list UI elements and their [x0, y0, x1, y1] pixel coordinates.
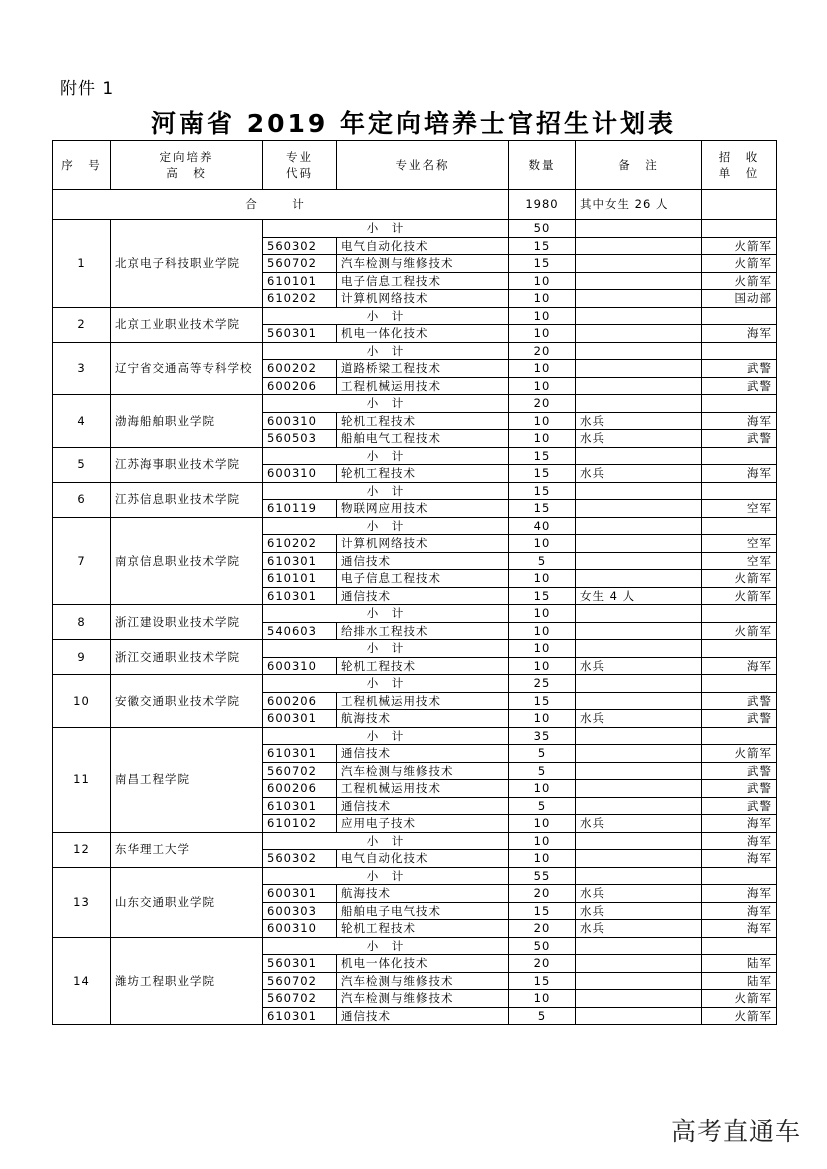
major-name: 通信技术 [337, 797, 509, 815]
subtotal-note [576, 220, 702, 238]
major-note [576, 360, 702, 378]
recruiting-unit: 武警 [702, 710, 777, 728]
subtotal-label: 小 计 [263, 937, 509, 955]
school-index: 12 [53, 832, 111, 867]
recruiting-unit: 空军 [702, 552, 777, 570]
major-note: 水兵 [576, 657, 702, 675]
major-quantity: 5 [509, 552, 576, 570]
major-code: 600206 [263, 692, 337, 710]
major-quantity: 15 [509, 902, 576, 920]
recruiting-unit: 武警 [702, 377, 777, 395]
major-quantity: 5 [509, 762, 576, 780]
major-name: 计算机网络技术 [337, 535, 509, 553]
subtotal-note [576, 832, 702, 850]
subtotal-unit [702, 675, 777, 693]
major-code: 600310 [263, 920, 337, 938]
school-name: 江苏信息职业技术学院 [111, 482, 263, 517]
subtotal-note [576, 482, 702, 500]
subtotal-unit [702, 867, 777, 885]
subtotal-label: 小 计 [263, 640, 509, 658]
major-name: 通信技术 [337, 745, 509, 763]
recruiting-unit: 海军 [702, 850, 777, 868]
major-code: 600310 [263, 657, 337, 675]
subtotal-quantity: 15 [509, 447, 576, 465]
header-note: 备 注 [576, 141, 702, 190]
major-quantity: 20 [509, 920, 576, 938]
total-note: 其中女生 26 人 [576, 190, 702, 220]
recruiting-unit: 火箭军 [702, 745, 777, 763]
major-code: 600202 [263, 360, 337, 378]
subtotal-note [576, 342, 702, 360]
major-note [576, 745, 702, 763]
subtotal-quantity: 55 [509, 867, 576, 885]
major-name: 船舶电子电气技术 [337, 902, 509, 920]
major-quantity: 10 [509, 360, 576, 378]
major-name: 物联网应用技术 [337, 500, 509, 518]
major-note [576, 850, 702, 868]
recruiting-unit: 武警 [702, 430, 777, 448]
major-note [576, 692, 702, 710]
recruiting-unit: 陆军 [702, 972, 777, 990]
major-name: 计算机网络技术 [337, 290, 509, 308]
subtotal-note [576, 517, 702, 535]
school-name: 北京工业职业技术学院 [111, 307, 263, 342]
recruiting-unit: 火箭军 [702, 587, 777, 605]
major-code: 610301 [263, 745, 337, 763]
school-index: 13 [53, 867, 111, 937]
header-seq: 序 号 [53, 141, 111, 190]
school-index: 5 [53, 447, 111, 482]
school-index: 10 [53, 675, 111, 728]
subtotal-note [576, 605, 702, 623]
major-quantity: 20 [509, 955, 576, 973]
school-subtotal-row [53, 220, 777, 238]
school-subtotal-row [53, 517, 777, 535]
subtotal-note [576, 640, 702, 658]
major-name: 轮机工程技术 [337, 465, 509, 483]
major-note [576, 797, 702, 815]
major-name: 道路桥梁工程技术 [337, 360, 509, 378]
recruiting-unit: 火箭军 [702, 237, 777, 255]
recruiting-unit: 陆军 [702, 955, 777, 973]
major-name: 电气自动化技术 [337, 850, 509, 868]
school-index: 1 [53, 220, 111, 308]
subtotal-unit [702, 220, 777, 238]
major-code: 600301 [263, 710, 337, 728]
school-subtotal-row [53, 447, 777, 465]
major-note: 水兵 [576, 885, 702, 903]
subtotal-unit [702, 640, 777, 658]
recruiting-unit: 火箭军 [702, 272, 777, 290]
subtotal-note [576, 867, 702, 885]
major-name: 电子信息工程技术 [337, 272, 509, 290]
school-subtotal-row [53, 605, 777, 623]
major-quantity: 15 [509, 587, 576, 605]
school-subtotal-row [53, 307, 777, 325]
major-code: 560301 [263, 955, 337, 973]
major-name: 工程机械运用技术 [337, 692, 509, 710]
major-note [576, 1007, 702, 1025]
subtotal-label: 小 计 [263, 395, 509, 413]
subtotal-quantity: 20 [509, 395, 576, 413]
subtotal-quantity: 10 [509, 640, 576, 658]
recruiting-unit: 海军 [702, 412, 777, 430]
major-note [576, 780, 702, 798]
major-name: 汽车检测与维修技术 [337, 255, 509, 273]
subtotal-unit [702, 395, 777, 413]
recruiting-unit: 海军 [702, 885, 777, 903]
major-code: 610301 [263, 797, 337, 815]
major-code: 610101 [263, 570, 337, 588]
major-code: 610119 [263, 500, 337, 518]
major-code: 610202 [263, 290, 337, 308]
recruiting-unit: 火箭军 [702, 622, 777, 640]
major-name: 机电一体化技术 [337, 955, 509, 973]
school-index: 7 [53, 517, 111, 605]
subtotal-label: 小 计 [263, 675, 509, 693]
major-note [576, 622, 702, 640]
major-note [576, 325, 702, 343]
major-name: 航海技术 [337, 710, 509, 728]
major-code: 610301 [263, 552, 337, 570]
major-code: 560302 [263, 850, 337, 868]
major-name: 工程机械运用技术 [337, 780, 509, 798]
major-note [576, 237, 702, 255]
school-subtotal-row [53, 937, 777, 955]
major-quantity: 5 [509, 797, 576, 815]
recruiting-unit: 海军 [702, 815, 777, 833]
subtotal-quantity: 15 [509, 482, 576, 500]
major-note: 水兵 [576, 920, 702, 938]
school-name: 东华理工大学 [111, 832, 263, 867]
major-code: 560503 [263, 430, 337, 448]
school-subtotal-row [53, 640, 777, 658]
school-subtotal-row [53, 867, 777, 885]
enrollment-plan-table [52, 140, 777, 1025]
major-name: 船舶电气工程技术 [337, 430, 509, 448]
subtotal-quantity: 20 [509, 342, 576, 360]
major-note: 水兵 [576, 412, 702, 430]
recruiting-unit: 武警 [702, 762, 777, 780]
major-name: 机电一体化技术 [337, 325, 509, 343]
major-quantity: 10 [509, 710, 576, 728]
subtotal-unit [702, 307, 777, 325]
major-quantity: 10 [509, 570, 576, 588]
subtotal-quantity: 10 [509, 605, 576, 623]
subtotal-unit [702, 342, 777, 360]
major-quantity: 15 [509, 500, 576, 518]
major-code: 540603 [263, 622, 337, 640]
major-note [576, 955, 702, 973]
subtotal-quantity: 50 [509, 220, 576, 238]
major-code: 610202 [263, 535, 337, 553]
school-index: 4 [53, 395, 111, 448]
total-label: 合 计 [53, 190, 509, 220]
school-index: 14 [53, 937, 111, 1025]
recruiting-unit: 国动部 [702, 290, 777, 308]
major-note [576, 535, 702, 553]
major-note [576, 290, 702, 308]
recruiting-unit: 海军 [702, 657, 777, 675]
school-index: 2 [53, 307, 111, 342]
subtotal-label: 小 计 [263, 220, 509, 238]
subtotal-unit [702, 447, 777, 465]
subtotal-unit: 海军 [702, 832, 777, 850]
major-note [576, 272, 702, 290]
subtotal-note [576, 727, 702, 745]
school-name: 江苏海事职业技术学院 [111, 447, 263, 482]
total-quantity: 1980 [509, 190, 576, 220]
subtotal-quantity: 10 [509, 832, 576, 850]
school-name: 浙江交通职业技术学院 [111, 640, 263, 675]
recruiting-unit: 火箭军 [702, 990, 777, 1008]
subtotal-note [576, 395, 702, 413]
major-code: 600301 [263, 885, 337, 903]
major-quantity: 15 [509, 972, 576, 990]
major-note [576, 377, 702, 395]
major-name: 轮机工程技术 [337, 412, 509, 430]
watermark: 高考直通车 [670, 1117, 801, 1146]
total-unit [702, 190, 777, 220]
major-note: 水兵 [576, 430, 702, 448]
major-code: 600206 [263, 780, 337, 798]
major-quantity: 10 [509, 815, 576, 833]
major-quantity: 10 [509, 622, 576, 640]
recruiting-unit: 海军 [702, 325, 777, 343]
subtotal-label: 小 计 [263, 727, 509, 745]
header-row [53, 141, 777, 190]
major-quantity: 10 [509, 657, 576, 675]
major-code: 560702 [263, 972, 337, 990]
school-name: 北京电子科技职业学院 [111, 220, 263, 308]
major-quantity: 5 [509, 745, 576, 763]
school-subtotal-row [53, 727, 777, 745]
major-code: 560702 [263, 762, 337, 780]
major-note: 水兵 [576, 815, 702, 833]
recruiting-unit: 武警 [702, 692, 777, 710]
subtotal-unit [702, 482, 777, 500]
recruiting-unit: 武警 [702, 360, 777, 378]
major-code: 600310 [263, 465, 337, 483]
major-note: 女生 4 人 [576, 587, 702, 605]
header-unit: 招 收 单 位 [702, 141, 777, 190]
major-quantity: 10 [509, 272, 576, 290]
school-subtotal-row [53, 342, 777, 360]
subtotal-quantity: 50 [509, 937, 576, 955]
recruiting-unit: 空军 [702, 500, 777, 518]
school-name: 安徽交通职业技术学院 [111, 675, 263, 728]
major-note [576, 500, 702, 518]
school-subtotal-row [53, 395, 777, 413]
major-quantity: 10 [509, 377, 576, 395]
major-name: 汽车检测与维修技术 [337, 762, 509, 780]
major-name: 汽车检测与维修技术 [337, 972, 509, 990]
school-index: 11 [53, 727, 111, 832]
subtotal-unit [702, 727, 777, 745]
school-index: 6 [53, 482, 111, 517]
major-code: 560702 [263, 255, 337, 273]
school-subtotal-row [53, 675, 777, 693]
major-name: 应用电子技术 [337, 815, 509, 833]
major-note [576, 552, 702, 570]
major-quantity: 10 [509, 535, 576, 553]
major-name: 电子信息工程技术 [337, 570, 509, 588]
major-name: 电气自动化技术 [337, 237, 509, 255]
subtotal-unit [702, 605, 777, 623]
major-quantity: 10 [509, 430, 576, 448]
school-name: 浙江建设职业技术学院 [111, 605, 263, 640]
major-code: 560702 [263, 990, 337, 1008]
recruiting-unit: 海军 [702, 902, 777, 920]
total-row [53, 190, 777, 220]
recruiting-unit: 海军 [702, 920, 777, 938]
recruiting-unit: 火箭军 [702, 255, 777, 273]
major-code: 560302 [263, 237, 337, 255]
major-quantity: 10 [509, 990, 576, 1008]
major-name: 汽车检测与维修技术 [337, 990, 509, 1008]
subtotal-label: 小 计 [263, 517, 509, 535]
subtotal-quantity: 25 [509, 675, 576, 693]
major-quantity: 10 [509, 325, 576, 343]
major-quantity: 15 [509, 692, 576, 710]
header-school: 定向培养 高 校 [111, 141, 263, 190]
major-note [576, 762, 702, 780]
subtotal-label: 小 计 [263, 605, 509, 623]
school-name: 南昌工程学院 [111, 727, 263, 832]
subtotal-unit [702, 937, 777, 955]
major-quantity: 15 [509, 465, 576, 483]
school-name: 山东交通职业学院 [111, 867, 263, 937]
school-index: 9 [53, 640, 111, 675]
recruiting-unit: 空军 [702, 535, 777, 553]
school-subtotal-row [53, 832, 777, 850]
major-name: 通信技术 [337, 587, 509, 605]
major-quantity: 10 [509, 850, 576, 868]
major-name: 给排水工程技术 [337, 622, 509, 640]
major-note: 水兵 [576, 465, 702, 483]
major-name: 通信技术 [337, 552, 509, 570]
major-note [576, 570, 702, 588]
header-code: 专业 代码 [263, 141, 337, 190]
major-note: 水兵 [576, 902, 702, 920]
subtotal-quantity: 35 [509, 727, 576, 745]
major-note [576, 990, 702, 1008]
subtotal-note [576, 307, 702, 325]
school-subtotal-row [53, 482, 777, 500]
subtotal-label: 小 计 [263, 307, 509, 325]
recruiting-unit: 海军 [702, 465, 777, 483]
subtotal-label: 小 计 [263, 447, 509, 465]
school-index: 8 [53, 605, 111, 640]
subtotal-note [576, 447, 702, 465]
subtotal-label: 小 计 [263, 867, 509, 885]
subtotal-label: 小 计 [263, 482, 509, 500]
school-index: 3 [53, 342, 111, 395]
major-quantity: 20 [509, 885, 576, 903]
major-name: 通信技术 [337, 1007, 509, 1025]
subtotal-note [576, 937, 702, 955]
header-quantity: 数量 [509, 141, 576, 190]
major-quantity: 15 [509, 255, 576, 273]
recruiting-unit: 武警 [702, 780, 777, 798]
major-code: 610301 [263, 1007, 337, 1025]
major-quantity: 10 [509, 290, 576, 308]
major-code: 610301 [263, 587, 337, 605]
major-code: 600310 [263, 412, 337, 430]
school-name: 渤海船舶职业学院 [111, 395, 263, 448]
subtotal-unit [702, 517, 777, 535]
document-title: 河南省 2019 年定向培养士官招生计划表 [151, 109, 676, 138]
subtotal-label: 小 计 [263, 832, 509, 850]
attachment-label: 附件 1 [60, 79, 115, 99]
major-quantity: 15 [509, 237, 576, 255]
major-note [576, 255, 702, 273]
subtotal-label: 小 计 [263, 342, 509, 360]
school-name: 潍坊工程职业学院 [111, 937, 263, 1025]
major-note: 水兵 [576, 710, 702, 728]
subtotal-note [576, 675, 702, 693]
recruiting-unit: 火箭军 [702, 1007, 777, 1025]
school-name: 辽宁省交通高等专科学校 [111, 342, 263, 395]
school-name: 南京信息职业技术学院 [111, 517, 263, 605]
major-name: 轮机工程技术 [337, 657, 509, 675]
major-name: 轮机工程技术 [337, 920, 509, 938]
major-code: 600206 [263, 377, 337, 395]
subtotal-quantity: 10 [509, 307, 576, 325]
header-major: 专业名称 [337, 141, 509, 190]
major-code: 560301 [263, 325, 337, 343]
recruiting-unit: 火箭军 [702, 570, 777, 588]
major-code: 600303 [263, 902, 337, 920]
major-quantity: 5 [509, 1007, 576, 1025]
major-name: 航海技术 [337, 885, 509, 903]
major-code: 610101 [263, 272, 337, 290]
major-quantity: 10 [509, 780, 576, 798]
recruiting-unit: 武警 [702, 797, 777, 815]
major-code: 610102 [263, 815, 337, 833]
major-name: 工程机械运用技术 [337, 377, 509, 395]
major-quantity: 10 [509, 412, 576, 430]
major-note [576, 972, 702, 990]
subtotal-quantity: 40 [509, 517, 576, 535]
